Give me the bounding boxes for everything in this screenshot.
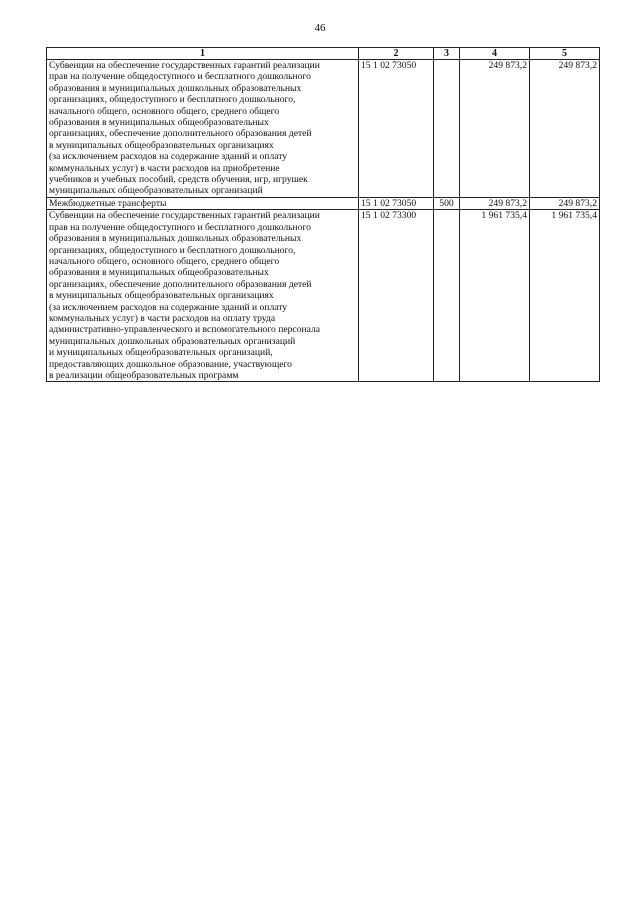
row-description: Субвенции на обеспечение государственных гарантий реализации прав на получение общедоступного и бесплатного дошкольного образования в муниципальных дошкольных образовательных организациях, общедоступного и бесплатного дошкольного, начального общего, основного общего, среднего общего образования в муниципальных общеобразовательных организациях, обеспечение дополнительного образования детей в муниципальных общеобразовательных организациях (за исключением расходов на содержание зданий и оплату коммунальных услуг) в части расходов на оплату труда административно-управленческого и вспомогательного персонала муниципальных дошкольных образовательных организаций и муниципальных общеобразовательных организаций, предоставляющих дошкольное образование, участвующего в реализации общеобразовательных программ: [47, 210, 359, 382]
row-code: 15 1 02 73300: [359, 210, 434, 382]
header-col-1: 1: [47, 48, 359, 60]
table-row: [47, 197, 600, 209]
row-type: 500: [434, 197, 460, 209]
header-col-2: 2: [359, 48, 434, 60]
row-code: 15 1 02 73050: [359, 60, 434, 198]
table-row: [47, 210, 600, 382]
row-description: Межбюджетные трансферты: [47, 197, 359, 209]
row-value-5: 249 873,2: [530, 60, 600, 198]
page-number: 46: [314, 22, 326, 34]
row-value-5: 249 873,2: [530, 197, 600, 209]
header-col-3: 3: [434, 48, 460, 60]
table-row: [47, 60, 600, 198]
row-value-4: 1 961 735,4: [460, 210, 530, 382]
budget-table: [46, 47, 600, 382]
table-header-row: [47, 48, 600, 60]
row-code: 15 1 02 73050: [359, 197, 434, 209]
row-value-4: 249 873,2: [460, 60, 530, 198]
row-type: [434, 210, 460, 382]
row-description: Субвенции на обеспечение государственных гарантий реализации прав на получение общедоступного и бесплатного дошкольного образования в муниципальных дошкольных образовательных организациях, общедоступного и бесплатного дошкольного, начального общего, основного общего, среднего общего образования в муниципальных общеобразовательных организациях, обеспечение дополнительного образования детей в муниципальных общеобразовательных организациях (за исключением расходов на содержание зданий и оплату коммунальных услуг) в части расходов на приобретение учебников и учебных пособий, средств обучения, игр, игрушек муниципальных общеобразовательных организаций: [47, 60, 359, 198]
header-col-4: 4: [460, 48, 530, 60]
header-col-5: 5: [530, 48, 600, 60]
row-value-4: 249 873,2: [460, 197, 530, 209]
row-value-5: 1 961 735,4: [530, 210, 600, 382]
row-type: [434, 60, 460, 198]
